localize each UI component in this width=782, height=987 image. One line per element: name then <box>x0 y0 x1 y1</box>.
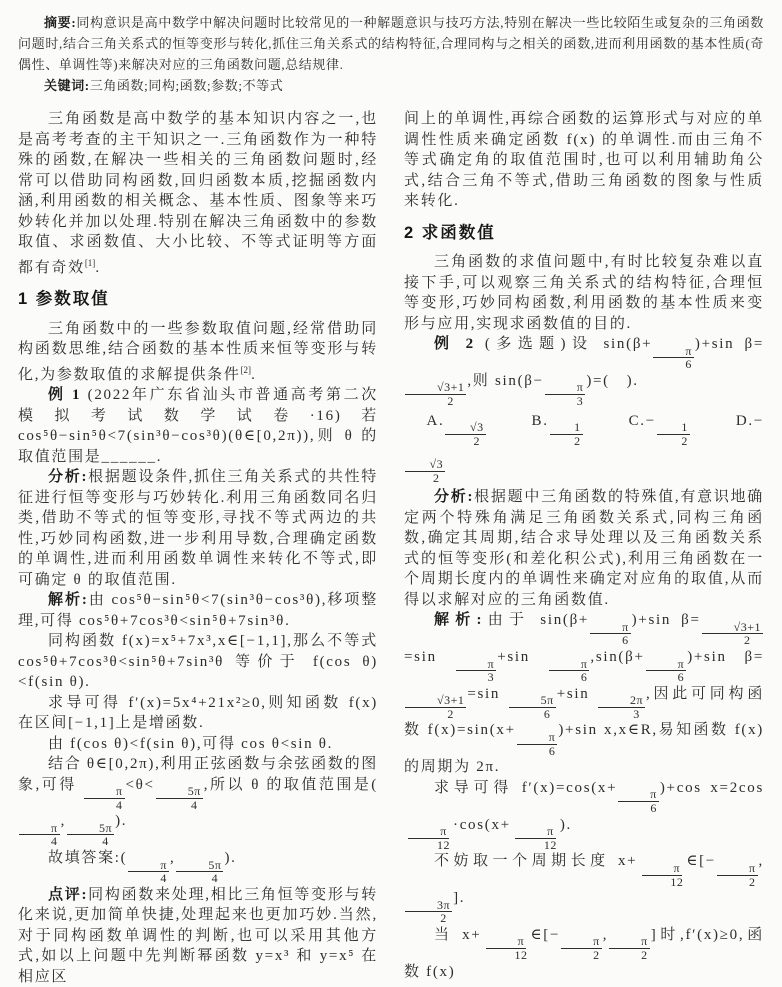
fraction: $\frac{5\pi}{4}$ <box>67 822 114 848</box>
paragraph-text: 同构函数 f(x)=x⁵+7x³,x∈[−1,1],那么不等式 cos⁵θ+7cos³θ<sin⁵θ+7sin³θ 等价于 f(cos θ)<f(sin θ). <box>18 633 378 690</box>
paragraph <box>404 925 764 982</box>
fraction: $\frac{\pi}{4}$ <box>84 785 125 811</box>
abstract-label: 摘要: <box>44 15 77 30</box>
paragraph-text: 1 参数取值 <box>18 290 110 308</box>
paragraph-label: 分析: <box>48 469 89 485</box>
paragraph-label: 解析: <box>434 612 484 629</box>
paragraph <box>18 848 378 885</box>
fraction: $\frac{\pi}{6}$ <box>517 731 558 757</box>
paragraph-text: 间上的单调性,再综合函数的运算形式与对应的单调性性质来确定函数 f(x) 的单调性.而由三角不等式确定角的取值范围时,也可以利用辅助角公式,结合三角不等式,借助三角函数的图象与性质来转化. <box>404 111 764 209</box>
paragraph <box>18 734 378 755</box>
paragraph-text: 不妨取一个周期长度 x+ $\frac{\pi}{12}$ ∈[− $\frac{\pi}{2}$ , $\frac{3\pi}{2}$ ]. <box>404 853 764 906</box>
paragraph-text: 2 求函数值 <box>404 223 496 242</box>
keywords-text: 三角函数;同构;函数;参数;不等式 <box>89 78 284 93</box>
fraction: $\frac{√3+1}{2}$ <box>405 694 466 720</box>
fraction: $\frac{5\pi}{4}$ <box>156 785 203 811</box>
paragraph-text: 当 x+ $\frac{\pi}{12}$ ∈[− $\frac{\pi}{2}$ , $\frac{\pi}{2}$ ]时,f′(x)≥0,函数 f(x) <box>404 926 764 980</box>
paragraph <box>404 109 764 212</box>
fraction: $\frac{\pi}{2}$ <box>609 935 650 961</box>
keywords <box>18 75 764 96</box>
fraction: $\frac{√3+1}{2}$ <box>702 621 763 647</box>
fraction: $\frac{2\pi}{3}$ <box>598 694 645 720</box>
fraction: $\frac{3\pi}{2}$ <box>405 899 452 925</box>
fraction: $\frac{1}{2}$ <box>550 421 583 447</box>
paragraph-text: A. $\frac{√3}{2}$ B. $\frac{1}{2}$ C.− $\frac{1}{2}$ D.− $\frac{√3}{2}$ <box>404 413 764 466</box>
paragraph-label: 例 1 <box>48 387 82 403</box>
fraction: $\frac{\pi}{4}$ <box>128 859 169 885</box>
fraction: $\frac{\pi}{6}$ <box>653 345 694 371</box>
citation-marker: [2] <box>240 364 252 375</box>
paragraph-text: 三角函数中的一些参数取值问题,经常借助同构函数思维,结合函数的基本性质来恒等变形与转化,为参数取值的求解提供条件[2]. <box>18 320 378 383</box>
paragraph-text: 根据题设条件,抓住三角关系式的共性特征进行恒等变形与巧妙转化.利用三角函数同名归类,借助不等式的恒等变形,寻找不等式两边的共性,巧妙同构函数,进一步利用导数,合理确定函数的单调性,进而利用函数单调性来转化不等式,即可确定 θ 的取值范围. <box>18 469 378 588</box>
paragraph <box>18 319 378 386</box>
fraction: $\frac{\pi}{6}$ <box>549 658 590 684</box>
fraction: $\frac{\pi}{6}$ <box>618 788 659 814</box>
paragraph <box>18 385 378 467</box>
fraction: $\frac{5\pi}{4}$ <box>176 859 223 885</box>
fraction: $\frac{\pi}{12}$ <box>512 825 559 851</box>
paragraph-text: 求导可得 f′(x)=5x⁴+21x²≥0,则知函数 f(x) 在区间[−1,1]上是增函数. <box>18 694 378 731</box>
section-heading <box>18 289 378 310</box>
paragraph <box>18 693 378 734</box>
paragraph <box>404 334 764 408</box>
right-column <box>404 109 764 987</box>
answer-options <box>404 408 764 488</box>
paragraph <box>18 754 378 848</box>
fraction: $\frac{\pi}{12}$ <box>482 935 529 961</box>
section-heading <box>404 223 764 244</box>
paragraph-text: 由于 sin(β+ $\frac{\pi}{6}$ )+sin β= $\frac{√3+1}{2}$ =sin $\frac{\pi}{3}$ +sin $\frac{\pi}{6}$ ,sin(β+ $\frac{\pi}{6}$ )+sin β= $\frac{√3+1}{2}$ =sin $\frac{5\pi}{6}$ +sin $\frac{2\pi}{3}$ ,因此可同构函数 f(x)=sin(x+ $\frac{\pi}{6}$ )+sin x,x∈R,易知函数 f(x) 的周期为 2π. <box>404 612 765 776</box>
fraction: $\frac{5\pi}{6}$ <box>509 694 556 720</box>
paragraph-text: 故填答案:( $\frac{\pi}{4}$ , $\frac{5\pi}{4}$ ). <box>48 850 237 886</box>
paragraph-text: (多选题)设 sin(β+ $\frac{\pi}{6}$ )+sin β= $\frac{√3+1}{2}$ ,则 sin(β− $\frac{\pi}{3}$ )=( ). <box>404 336 764 389</box>
paragraph-text: 三角函数的求值问题中,有时比较复杂难以直接下手,可以观察三角关系式的结构特征,合理恒等变形,巧妙同构函数,利用函数的基本性质来变形与应用,实现求函数值的目的. <box>404 254 764 332</box>
abstract <box>18 12 764 75</box>
paragraph-text: (2022年广东省汕头市普通高考第二次模拟考试数学试卷·16)若 cos⁵θ−sin⁵θ<7(sin³θ−cos³θ)(θ∈[0,2π)),则 θ 的取值范围是______. <box>18 387 379 465</box>
keywords-label: 关键词: <box>44 78 90 93</box>
fraction: $\frac{\pi}{3}$ <box>545 381 586 407</box>
fraction: $\frac{√3+1}{2}$ <box>405 381 466 407</box>
paragraph-label: 解析: <box>48 592 89 608</box>
fraction: $\frac{\pi}{2}$ <box>561 935 602 961</box>
fraction: $\frac{√3}{2}$ <box>405 458 445 484</box>
two-column-layout <box>18 109 764 987</box>
paragraph <box>404 252 764 334</box>
paragraph-text: 结合 θ∈[0,2π),利用正弦函数与余弦函数的图象,可得 $\frac{\pi}{4}$ <θ< $\frac{5\pi}{4}$ ,所以 θ 的取值范围是( $\frac{\pi}{4}$ , $\frac{5\pi}{4}$ ). <box>18 756 378 849</box>
citation-marker: [1] <box>84 257 96 268</box>
paragraph <box>18 109 378 278</box>
paragraph <box>404 778 764 852</box>
paragraph <box>18 467 378 590</box>
paragraph-text: 由 cos⁵θ−sin⁵θ<7(sin³θ−cos³θ),移项整理,可得 cos⁵θ+7cos³θ<sin⁵θ+7sin³θ. <box>18 592 378 629</box>
paragraph-label: 点评: <box>48 886 89 903</box>
paragraph-label: 例 2 <box>434 336 475 352</box>
abstract-text: 同构意识是高中数学中解决问题时比较常见的一种解题意识与技巧方法,特别在解决一些比较陌生或复杂的三角函数问题时,结合三角关系式的恒等变形与转化,抓住三角关系式的结构特征,合理同构与之相关的函数,进而利用函数的基本性质(奇偶性、单调性等)来解决对应的三角函数问题,总结规律. <box>18 15 764 72</box>
left-column <box>18 109 378 987</box>
paragraph <box>18 631 378 693</box>
paragraph <box>18 590 378 631</box>
fraction: $\frac{\pi}{6}$ <box>646 658 687 684</box>
fraction: $\frac{\pi}{3}$ <box>456 658 497 684</box>
fraction: $\frac{\pi}{12}$ <box>405 825 452 851</box>
paragraph-text: 由 f(cos θ)<f(sin θ),可得 cos θ<sin θ. <box>48 735 334 752</box>
fraction: $\frac{\pi}{6}$ <box>590 621 631 647</box>
paragraph-text: 根据题中三角函数的特殊值,有意识地确定两个特殊角满足三角函数关系式,同构三角函数,确定其周期,结合求导处理以及三角函数关系式的恒等变形(和差化积公式),利用三角函数在一个周期长度内的单调性来确定对应角的取值,从而得以求解对应的三角函数值. <box>404 489 764 608</box>
fraction: $\frac{1}{2}$ <box>657 421 690 447</box>
paragraph <box>404 851 764 925</box>
fraction: $\frac{\pi}{4}$ <box>19 822 60 848</box>
paragraph-text: 同构函数来处理,相比三角恒等变形与转化来说,更加简单快捷,处理起来也更加巧妙.当然,对于同构函数单调性的判断,也可以采用其他方式,如以上问题中先判断幂函数 y=x³ 和 y=x⁵ 在相应区 <box>18 886 378 985</box>
paragraph <box>18 885 378 987</box>
fraction: $\frac{\pi}{12}$ <box>638 862 685 888</box>
paragraph <box>404 610 764 778</box>
paragraph-text: 求导可得 f′(x)=cos(x+ $\frac{\pi}{6}$ )+cos x=2cos $\frac{\pi}{12}$ ·cos(x+ $\frac{\pi}{12}$ ). <box>404 780 764 833</box>
paragraph-label: 分析: <box>434 489 475 506</box>
fraction: $\frac{√3}{2}$ <box>445 421 485 447</box>
paragraph <box>404 487 764 610</box>
fraction: $\frac{\pi}{2}$ <box>717 862 758 888</box>
paragraph-text: 三角函数是高中数学的基本知识内容之一,也是高考考查的主干知识之一.三角函数作为一种特殊的函数,在解决一些相关的三角函数问题时,经常可以借助同构函数,回归函数本质,挖掘函数内涵,利用函数的相关概念、基本性质、图象等来巧妙转化并加以处理.特别在解决三角函数中的参数取值、求函数值、大小比较、不等式证明等方面都有奇效[1]. <box>18 111 378 276</box>
